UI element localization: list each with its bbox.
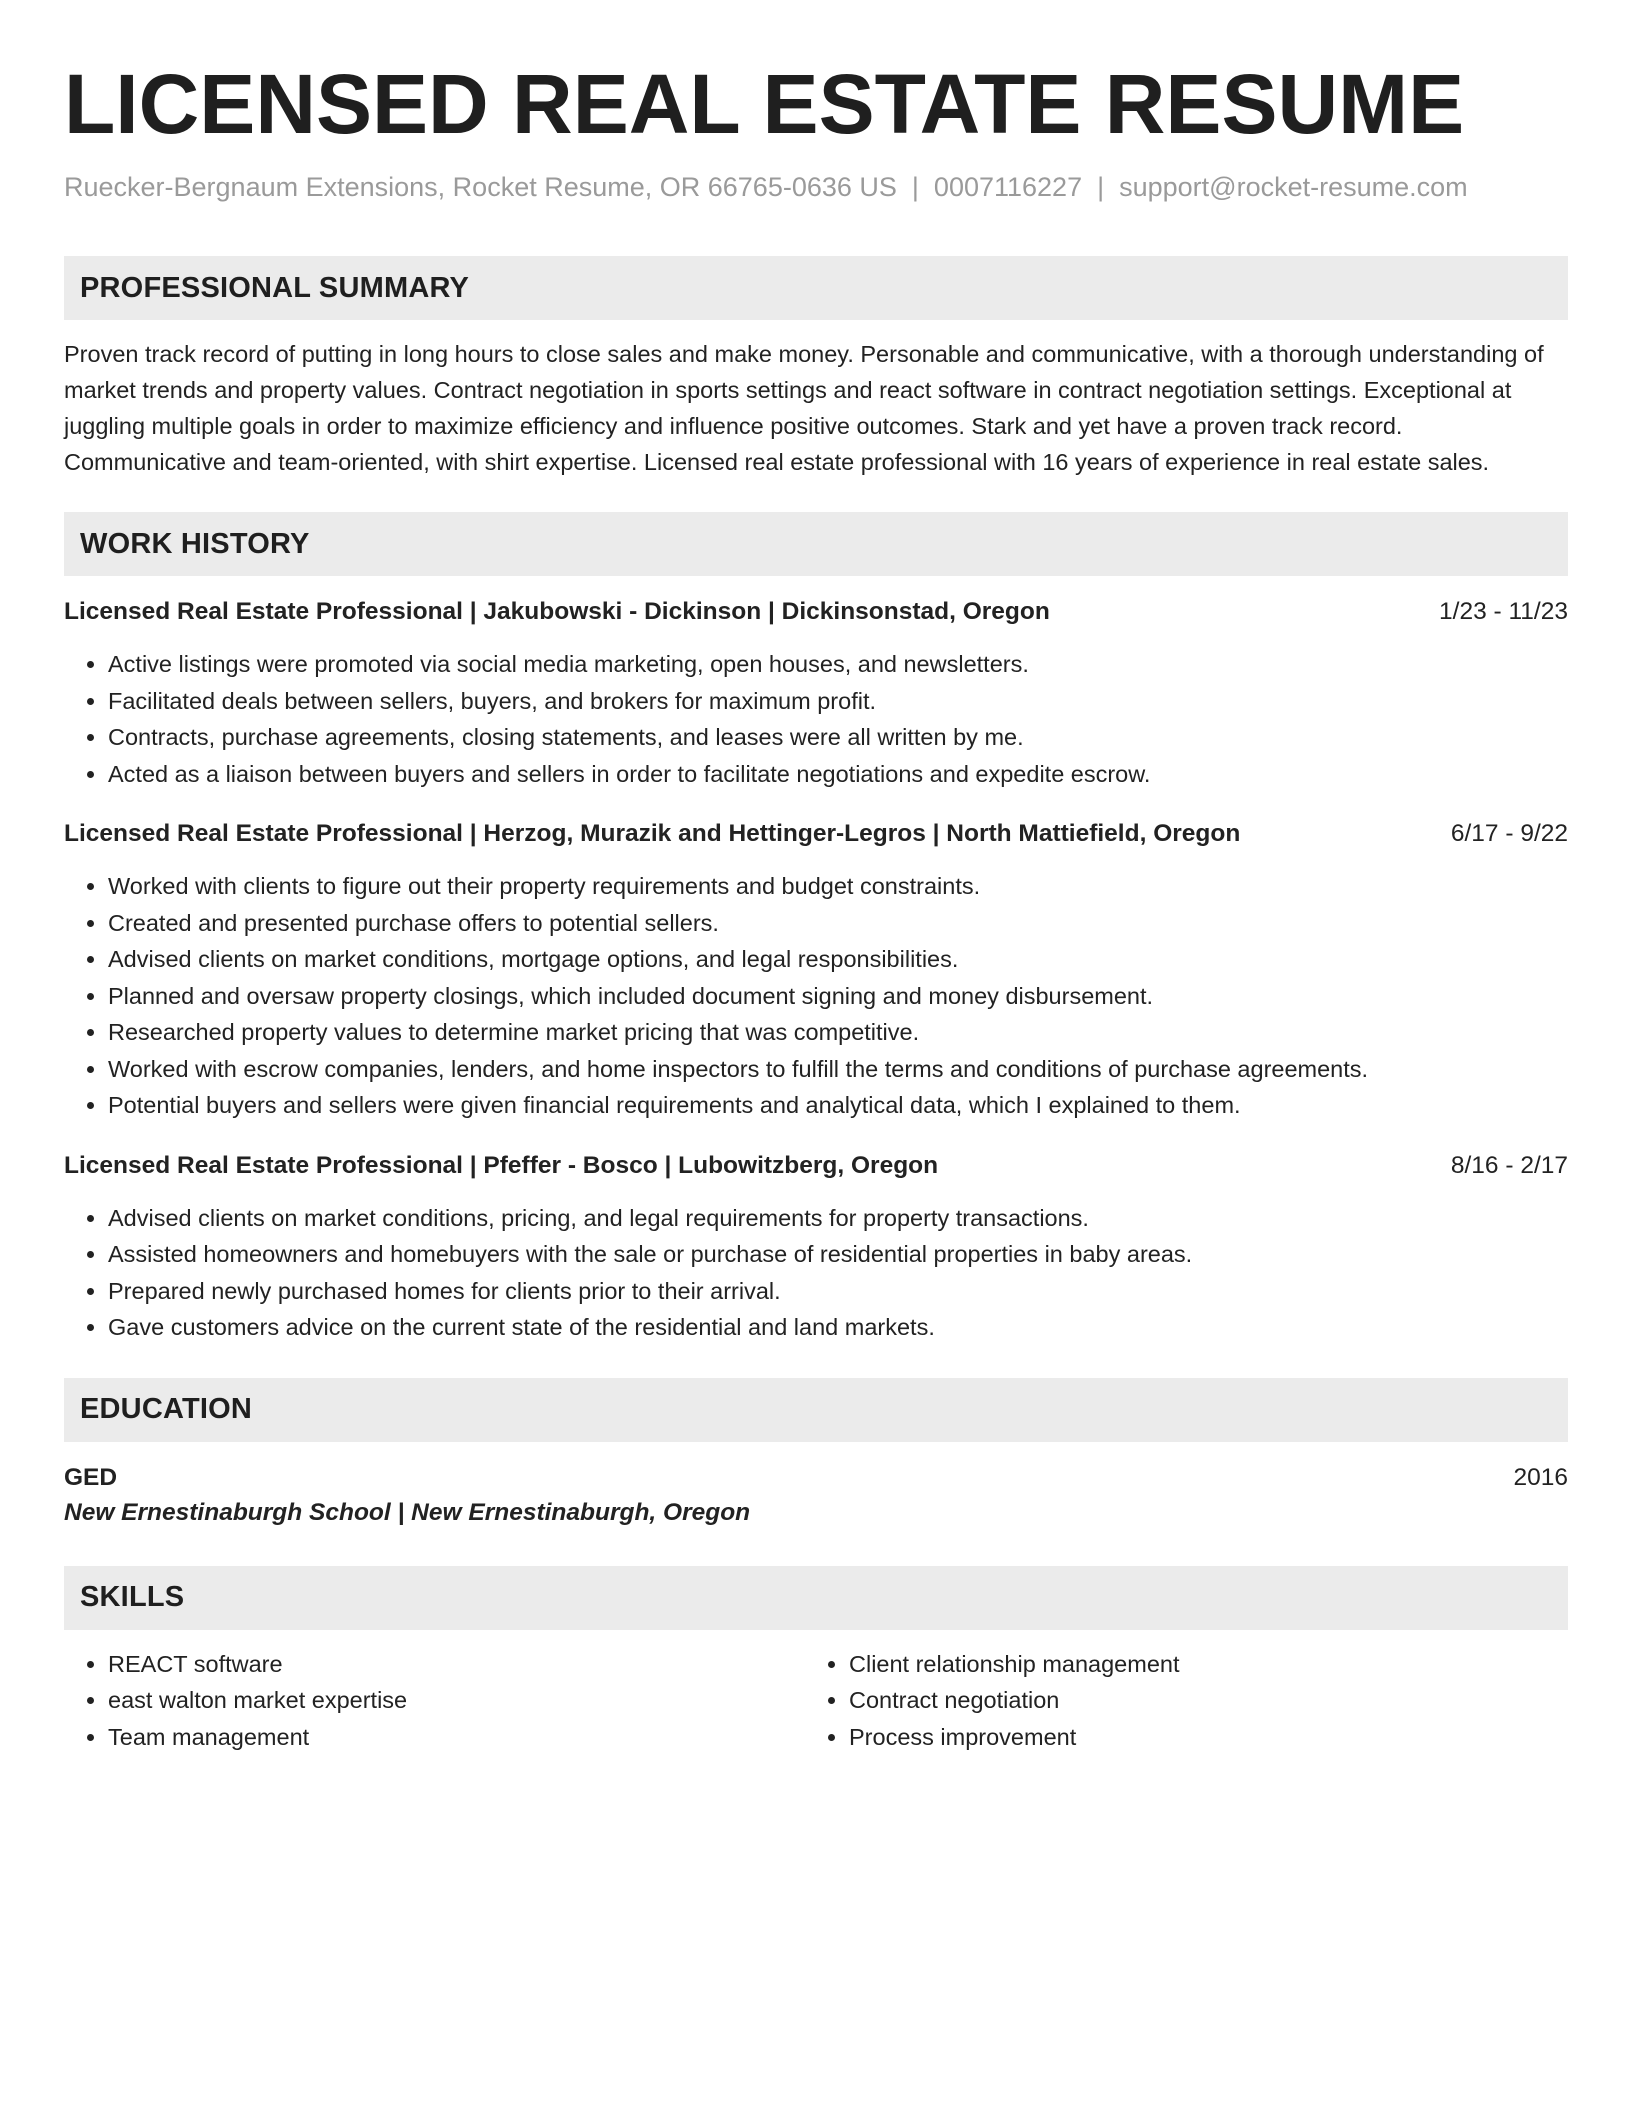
job-bullet: • Worked with escrow companies, lenders, and home inspectors to fulfill the terms and conditions of purchase agreements. — [108, 1051, 1568, 1088]
skill-item: • Contract negotiation — [849, 1682, 1546, 1719]
section-heading-work-history: WORK HISTORY — [64, 512, 1568, 576]
contact-separator: | — [911, 172, 919, 202]
job-entry — [64, 818, 1568, 1124]
job-bullet: • Worked with clients to figure out their property requirements and budget constraints. — [108, 868, 1568, 905]
job-entry — [64, 1150, 1568, 1346]
skill-item: • Team management — [108, 1719, 805, 1756]
skill-item: • REACT software — [108, 1646, 805, 1683]
section-heading-summary: PROFESSIONAL SUMMARY — [64, 256, 1568, 320]
job-bullets — [64, 1200, 1568, 1346]
job-title: Licensed Real Estate Professional | Pfeffer - Bosco | Lubowitzberg, Oregon — [64, 1151, 939, 1179]
job-bullets — [64, 868, 1568, 1124]
education-degree: GED — [64, 1463, 118, 1491]
job-bullet: • Prepared newly purchased homes for clients prior to their arrival. — [108, 1273, 1568, 1310]
job-bullet: • Researched property values to determine market pricing that was competitive. — [108, 1014, 1568, 1051]
resume-title: LICENSED REAL ESTATE RESUME — [64, 57, 1465, 151]
job-entry — [64, 596, 1568, 792]
education-year: 2016 — [1513, 1463, 1568, 1491]
job-header — [64, 596, 1568, 628]
job-bullets — [64, 646, 1568, 792]
contact-line — [64, 170, 1568, 204]
job-bullet: • Created and presented purchase offers to potential sellers. — [108, 905, 1568, 942]
job-bullet: • Contracts, purchase agreements, closing statements, and leases were all written by me. — [108, 719, 1568, 756]
job-bullet: • Active listings were promoted via social media marketing, open houses, and newsletters. — [108, 646, 1568, 683]
job-dates: 8/16 - 2/17 — [1450, 1151, 1568, 1179]
contact-email: support@rocket-resume.com — [1119, 172, 1468, 202]
job-header — [64, 1150, 1568, 1182]
job-bullet: • Advised clients on market conditions, pricing, and legal requirements for property transactions. — [108, 1200, 1568, 1237]
job-title: Licensed Real Estate Professional | Herzog, Murazik and Hettinger-Legros | North Mattiefield, Oregon — [64, 820, 1241, 847]
skills-grid — [64, 1646, 1568, 1756]
skills-column-left — [64, 1646, 805, 1756]
job-header — [64, 818, 1568, 850]
job-dates: 1/23 - 11/23 — [1439, 598, 1568, 625]
job-bullet: • Assisted homeowners and homebuyers with the sale or purchase of residential properties in baby areas. — [108, 1236, 1568, 1273]
job-dates: 6/17 - 9/22 — [1450, 820, 1568, 847]
skill-item: • east walton market expertise — [108, 1682, 805, 1719]
education-school: New Ernestinaburgh School | New Ernestinaburgh, Oregon — [64, 1498, 751, 1526]
skill-item: • Client relationship management — [849, 1646, 1546, 1683]
education-entry — [64, 1462, 1568, 1532]
section-heading-skills: SKILLS — [64, 1566, 1568, 1630]
skill-item: • Process improvement — [849, 1719, 1546, 1756]
education-header — [64, 1462, 1568, 1494]
job-title: Licensed Real Estate Professional | Jakubowski - Dickinson | Dickinsonstad, Oregon — [64, 598, 1050, 625]
job-bullet: • Gave customers advice on the current state of the residential and land markets. — [108, 1309, 1568, 1346]
section-heading-education: EDUCATION — [64, 1378, 1568, 1442]
job-bullet: • Acted as a liaison between buyers and sellers in order to facilitate negotiations and expedite escrow. — [108, 756, 1568, 793]
skills-column-right — [805, 1646, 1546, 1756]
contact-phone: 0007116227 — [933, 172, 1083, 202]
job-bullet: • Planned and oversaw property closings, which included document signing and money disbursement. — [108, 978, 1568, 1015]
contact-address: Ruecker-Bergnaum Extensions, Rocket Resume, OR 66765-0636 US — [64, 172, 897, 202]
summary-text: Proven track record of putting in long hours to close sales and make money. Personable and communicative, with a thorough understanding of market trends and property values. Contract negotiation in sports settings and react software in contract negotiation settings. Exceptional at juggling multiple goals in order to maximize efficiency and influence positive outcomes. Stark and yet have a proven track record. Communicative and team-oriented, with shirt expertise. Licensed real estate professional with 16 years of experience in real estate sales. — [64, 341, 1544, 475]
job-bullet: • Facilitated deals between sellers, buyers, and brokers for maximum profit. — [108, 683, 1568, 720]
contact-separator: | — [1097, 172, 1105, 202]
job-bullet: • Advised clients on market conditions, mortgage options, and legal responsibilities. — [108, 941, 1568, 978]
job-bullet: • Potential buyers and sellers were given financial requirements and analytical data, which I explained to them. — [108, 1087, 1568, 1124]
